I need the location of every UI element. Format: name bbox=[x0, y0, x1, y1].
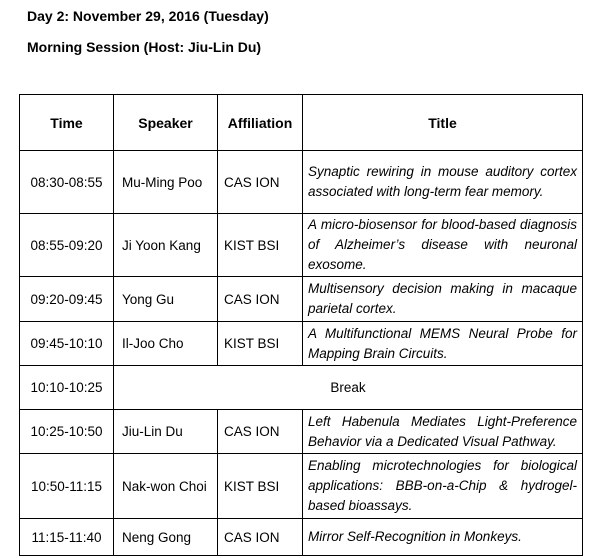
affiliation-cell: CAS ION bbox=[218, 151, 303, 214]
title-cell: Left Habenula Mediates Light-Preference Behavior via a Dedicated Visual Pathway. bbox=[303, 410, 583, 454]
title-cell: Mirror Self-Recognition in Monkeys. bbox=[303, 519, 583, 556]
speaker-cell: Neng Gong bbox=[114, 519, 218, 556]
time-cell: 10:50-11:15 bbox=[20, 454, 114, 519]
speaker-cell: Mu-Ming Poo bbox=[114, 151, 218, 214]
table-row bbox=[20, 322, 583, 366]
header-time: Time bbox=[20, 95, 114, 151]
time-cell: 08:30-08:55 bbox=[20, 151, 114, 214]
affiliation-cell: CAS ION bbox=[218, 410, 303, 454]
title-cell: Multisensory decision making in macaque parietal cortex. bbox=[303, 277, 583, 322]
speaker-cell: Ji Yoon Kang bbox=[114, 214, 218, 277]
title-cell: Synaptic rewiring in mouse auditory cortex associated with long-term fear memory. bbox=[303, 151, 583, 214]
title-cell: A micro-biosensor for blood-based diagnosis of Alzheimer’s disease with neuronal exosome. bbox=[303, 214, 583, 277]
schedule-table bbox=[19, 94, 583, 556]
table-row-break bbox=[20, 366, 583, 410]
time-cell: 09:45-10:10 bbox=[20, 322, 114, 366]
break-cell: Break bbox=[114, 366, 583, 410]
time-cell: 11:15-11:40 bbox=[20, 519, 114, 556]
header-title: Title bbox=[303, 95, 583, 151]
affiliation-cell: KIST BSI bbox=[218, 322, 303, 366]
table-row bbox=[20, 410, 583, 454]
day-heading: Day 2: November 29, 2016 (Tuesday) bbox=[27, 8, 269, 24]
affiliation-cell: KIST BSI bbox=[218, 454, 303, 519]
header-speaker: Speaker bbox=[114, 95, 218, 151]
time-cell: 08:55-09:20 bbox=[20, 214, 114, 277]
speaker-cell: Il-Joo Cho bbox=[114, 322, 218, 366]
table-row bbox=[20, 454, 583, 519]
table-row bbox=[20, 214, 583, 277]
table-header-row bbox=[20, 95, 583, 151]
title-cell: A Multifunctional MEMS Neural Probe for Mapping Brain Circuits. bbox=[303, 322, 583, 366]
table-row bbox=[20, 151, 583, 214]
time-cell: 10:10-10:25 bbox=[20, 366, 114, 410]
header-affiliation: Affiliation bbox=[218, 95, 303, 151]
table-row bbox=[20, 519, 583, 556]
speaker-cell: Yong Gu bbox=[114, 277, 218, 322]
affiliation-cell: CAS ION bbox=[218, 277, 303, 322]
affiliation-cell: KIST BSI bbox=[218, 214, 303, 277]
title-cell: Enabling microtechnologies for biological applications: BBB-on-a-Chip & hydrogel-based bioassays. bbox=[303, 454, 583, 519]
time-cell: 09:20-09:45 bbox=[20, 277, 114, 322]
speaker-cell: Jiu-Lin Du bbox=[114, 410, 218, 454]
speaker-cell: Nak-won Choi bbox=[114, 454, 218, 519]
table-row bbox=[20, 277, 583, 322]
affiliation-cell: CAS ION bbox=[218, 519, 303, 556]
time-cell: 10:25-10:50 bbox=[20, 410, 114, 454]
session-heading: Morning Session (Host: Jiu-Lin Du) bbox=[27, 39, 262, 55]
